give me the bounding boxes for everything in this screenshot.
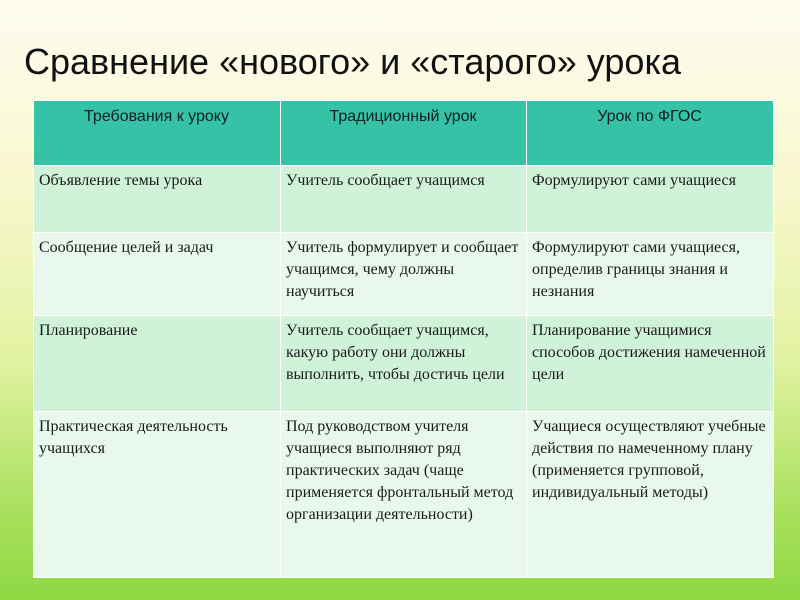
table-cell: Формулируют сами учащиеся — [527, 166, 774, 233]
table-cell: Формулируют сами учащиеся, определив границы знания и незнания — [527, 233, 774, 316]
table-row — [34, 316, 774, 412]
table-cell: Практическая деятельность учащихся — [34, 412, 281, 578]
table-cell: Под руководством учителя учащиеся выполняют ряд практических задач (чаще применяется фронтальный метод организации деятельности) — [281, 412, 527, 578]
table-row — [34, 233, 774, 316]
header-fgos: Урок по ФГОС — [527, 101, 774, 166]
comparison-table — [33, 100, 774, 578]
table-row — [34, 166, 774, 233]
table-cell: Планирование учащимися способов достижения намеченной цели — [527, 316, 774, 412]
table-cell: Учитель формулирует и сообщает учащимся, чему должны научиться — [281, 233, 527, 316]
header-traditional: Традиционный урок — [281, 101, 527, 166]
table-cell: Учащиеся осуществляют учебные действия по намеченному плану (применяется групповой, индивидуальный методы) — [527, 412, 774, 578]
table-cell: Планирование — [34, 316, 281, 412]
table-cell: Учитель сообщает учащимся — [281, 166, 527, 233]
table-row — [34, 412, 774, 578]
table-header-row — [34, 101, 774, 166]
header-requirements: Требования к уроку — [34, 101, 281, 166]
table-cell: Учитель сообщает учащимся, какую работу они должны выполнить, чтобы достичь цели — [281, 316, 527, 412]
table-cell: Объявление темы урока — [34, 166, 281, 233]
table-cell: Сообщение целей и задач — [34, 233, 281, 316]
slide-title: Сравнение «нового» и «старого» урока — [24, 41, 681, 82]
